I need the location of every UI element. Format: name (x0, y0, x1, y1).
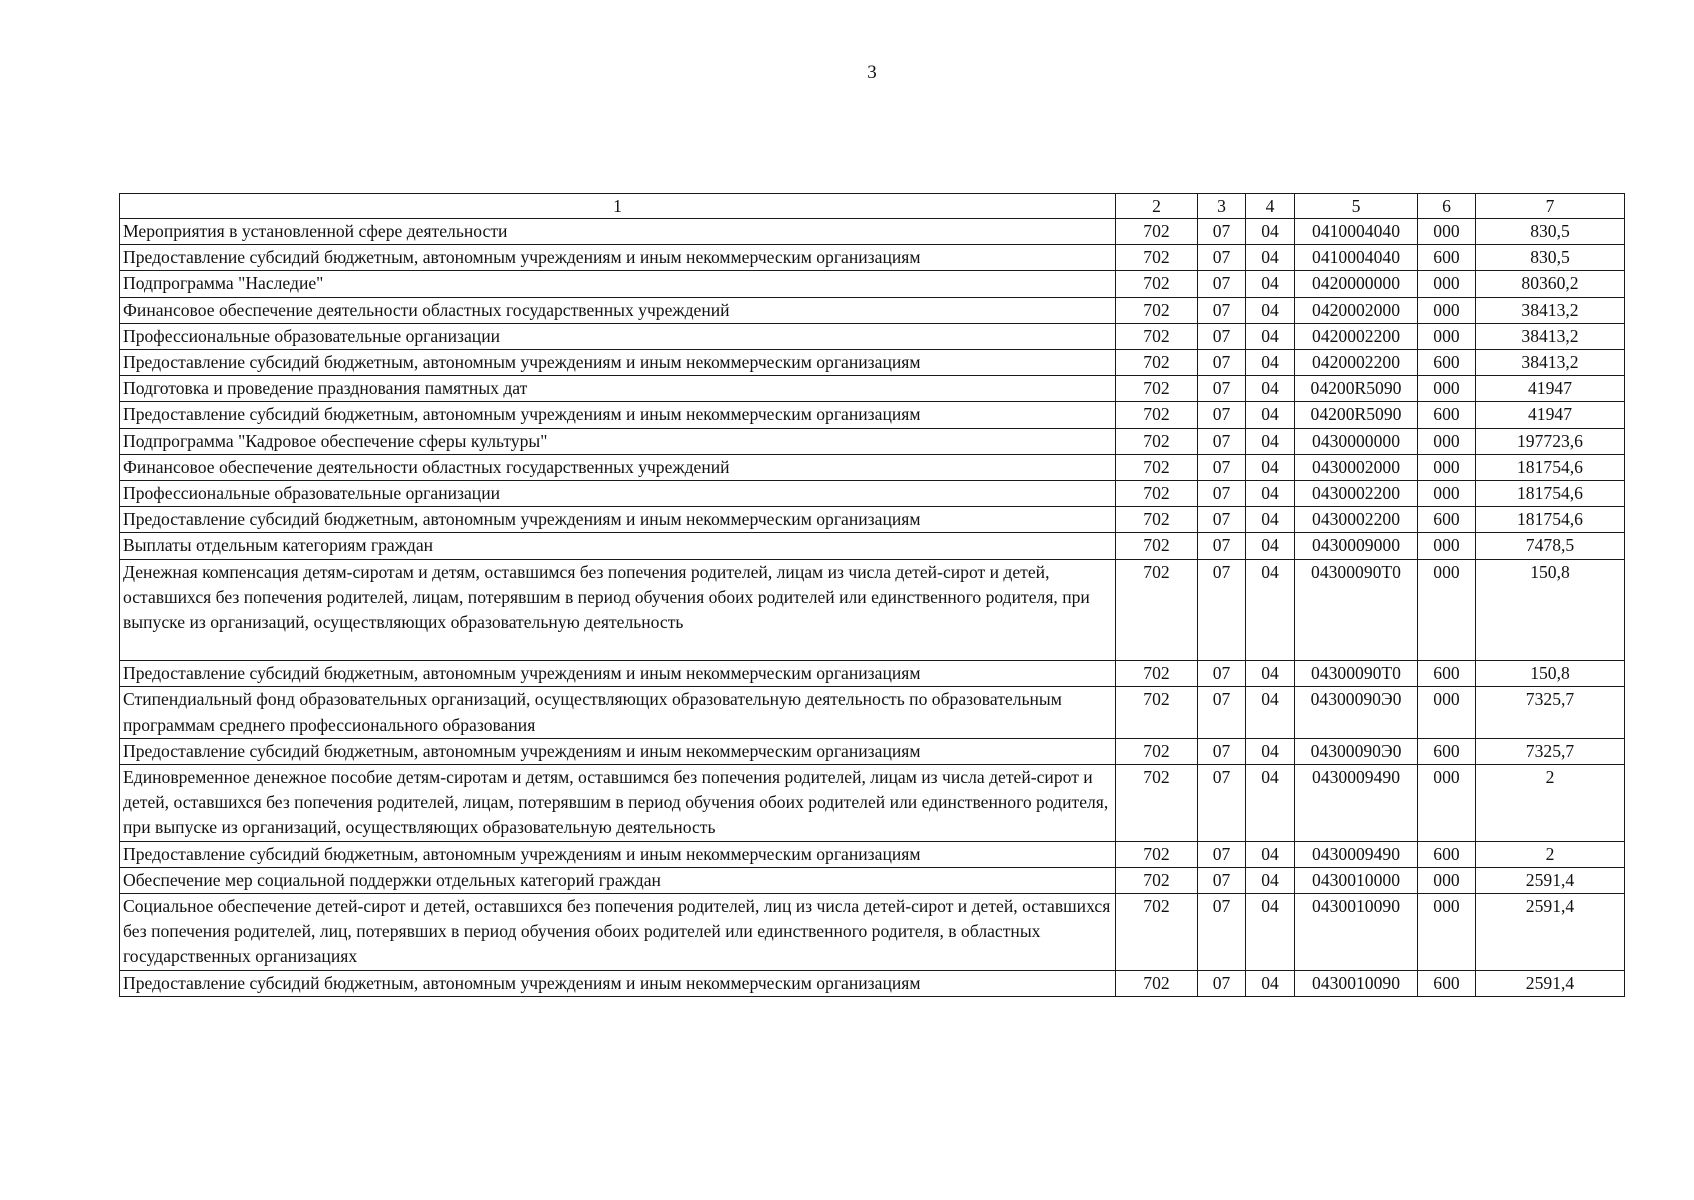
ministry-code-cell: 702 (1116, 454, 1198, 480)
expense-type-code-cell: 600 (1418, 970, 1476, 996)
table-row (120, 428, 1625, 454)
ministry-code-cell: 702 (1116, 894, 1198, 971)
target-article-code-cell: 04300090Т0 (1295, 661, 1418, 687)
expense-type-code-cell: 000 (1418, 894, 1476, 971)
spacer-cell (1476, 635, 1625, 661)
table-row (120, 559, 1625, 635)
table-row (120, 533, 1625, 559)
column-header-2: 2 (1116, 194, 1198, 219)
ministry-code-cell: 702 (1116, 271, 1198, 297)
ministry-code-cell: 702 (1116, 765, 1198, 842)
table-row (120, 271, 1625, 297)
section-code-cell: 07 (1198, 428, 1246, 454)
section-code-cell: 07 (1198, 350, 1246, 376)
section-code-cell: 07 (1198, 402, 1246, 428)
table-row (120, 402, 1625, 428)
ministry-code-cell: 702 (1116, 841, 1198, 867)
section-code-cell: 07 (1198, 219, 1246, 245)
table-row (120, 350, 1625, 376)
table-row (120, 481, 1625, 507)
target-article-code-cell: 0430010090 (1295, 970, 1418, 996)
expense-name-cell: Предоставление субсидий бюджетным, автономным учреждениям и иным некоммерческим организациям (120, 970, 1116, 996)
target-article-code-cell: 04200R5090 (1295, 402, 1418, 428)
subsection-code-cell: 04 (1246, 970, 1295, 996)
section-code-cell: 07 (1198, 323, 1246, 349)
table-row (120, 970, 1625, 996)
expense-name-cell: Подготовка и проведение празднования памятных дат (120, 376, 1116, 402)
expense-type-code-cell: 600 (1418, 841, 1476, 867)
table-body (120, 219, 1625, 997)
ministry-code-cell: 702 (1116, 245, 1198, 271)
expense-type-code-cell: 600 (1418, 350, 1476, 376)
subsection-code-cell: 04 (1246, 481, 1295, 507)
table-row (120, 867, 1625, 893)
amount-cell: 181754,6 (1476, 507, 1625, 533)
subsection-code-cell: 04 (1246, 765, 1295, 842)
section-code-cell: 07 (1198, 738, 1246, 764)
ministry-code-cell: 702 (1116, 970, 1198, 996)
budget-table (119, 193, 1625, 997)
section-code-cell: 07 (1198, 970, 1246, 996)
subsection-code-cell: 04 (1246, 219, 1295, 245)
ministry-code-cell: 702 (1116, 219, 1198, 245)
amount-cell: 38413,2 (1476, 323, 1625, 349)
ministry-code-cell: 702 (1116, 428, 1198, 454)
expense-name-cell: Предоставление субсидий бюджетным, автономным учреждениям и иным некоммерческим организациям (120, 245, 1116, 271)
subsection-code-cell: 04 (1246, 402, 1295, 428)
section-code-cell: 07 (1198, 245, 1246, 271)
section-code-cell: 07 (1198, 894, 1246, 971)
section-code-cell: 07 (1198, 559, 1246, 635)
amount-cell: 2 (1476, 841, 1625, 867)
subsection-code-cell: 04 (1246, 687, 1295, 738)
target-article-code-cell: 0420000000 (1295, 271, 1418, 297)
spacer-cell (1418, 635, 1476, 661)
expense-name-cell: Мероприятия в установленной сфере деятельности (120, 219, 1116, 245)
expense-name-cell: Предоставление субсидий бюджетным, автономным учреждениям и иным некоммерческим организациям (120, 738, 1116, 764)
expense-type-code-cell: 000 (1418, 687, 1476, 738)
amount-cell: 181754,6 (1476, 481, 1625, 507)
subsection-code-cell: 04 (1246, 738, 1295, 764)
expense-type-code-cell: 600 (1418, 402, 1476, 428)
expense-type-code-cell: 000 (1418, 323, 1476, 349)
amount-cell: 2591,4 (1476, 970, 1625, 996)
expense-type-code-cell: 000 (1418, 219, 1476, 245)
expense-name-cell: Социальное обеспечение детей-сирот и детей, оставшихся без попечения родителей, лиц из числа детей-сирот и детей, оставшихся без попечения родителей, лиц, потерявших в период обучения обоих родителей или единственного родителя, в областных государственных организациях (120, 894, 1116, 971)
amount-cell: 150,8 (1476, 559, 1625, 635)
expense-name-cell: Профессиональные образовательные организации (120, 323, 1116, 349)
target-article-code-cell: 0420002200 (1295, 323, 1418, 349)
table-row (120, 245, 1625, 271)
target-article-code-cell: 0420002000 (1295, 297, 1418, 323)
ministry-code-cell: 702 (1116, 481, 1198, 507)
target-article-code-cell: 0430010090 (1295, 894, 1418, 971)
target-article-code-cell: 0430010000 (1295, 867, 1418, 893)
expense-name-cell: Предоставление субсидий бюджетным, автономным учреждениям и иным некоммерческим организациям (120, 507, 1116, 533)
ministry-code-cell: 702 (1116, 867, 1198, 893)
spacer-cell (1246, 635, 1295, 661)
ministry-code-cell: 702 (1116, 559, 1198, 635)
expense-type-code-cell: 000 (1418, 454, 1476, 480)
section-code-cell: 07 (1198, 271, 1246, 297)
target-article-code-cell: 0430002000 (1295, 454, 1418, 480)
target-article-code-cell: 04200R5090 (1295, 376, 1418, 402)
section-code-cell: 07 (1198, 376, 1246, 402)
subsection-code-cell: 04 (1246, 894, 1295, 971)
expense-name-cell: Обеспечение мер социальной поддержки отдельных категорий граждан (120, 867, 1116, 893)
expense-type-code-cell: 000 (1418, 867, 1476, 893)
expense-type-code-cell: 000 (1418, 559, 1476, 635)
subsection-code-cell: 04 (1246, 323, 1295, 349)
expense-name-cell: Стипендиальный фонд образовательных организаций, осуществляющих образовательную деятельность по образовательным программам среднего профессионального образования (120, 687, 1116, 738)
section-code-cell: 07 (1198, 297, 1246, 323)
section-code-cell: 07 (1198, 687, 1246, 738)
expense-name-cell: Предоставление субсидий бюджетным, автономным учреждениям и иным некоммерческим организациям (120, 661, 1116, 687)
spacer-cell (1295, 635, 1418, 661)
expense-type-code-cell: 000 (1418, 271, 1476, 297)
expense-name-cell: Предоставление субсидий бюджетным, автономным учреждениям и иным некоммерческим организациям (120, 841, 1116, 867)
amount-cell: 197723,6 (1476, 428, 1625, 454)
row-spacer (120, 635, 1625, 661)
expense-type-code-cell: 000 (1418, 297, 1476, 323)
amount-cell: 830,5 (1476, 219, 1625, 245)
ministry-code-cell: 702 (1116, 533, 1198, 559)
expense-name-cell: Предоставление субсидий бюджетным, автономным учреждениям и иным некоммерческим организациям (120, 402, 1116, 428)
target-article-code-cell: 04300090Т0 (1295, 559, 1418, 635)
table-header (120, 194, 1625, 219)
subsection-code-cell: 04 (1246, 271, 1295, 297)
target-article-code-cell: 0430009000 (1295, 533, 1418, 559)
amount-cell: 7325,7 (1476, 687, 1625, 738)
column-header-5: 5 (1295, 194, 1418, 219)
amount-cell: 41947 (1476, 376, 1625, 402)
table-row (120, 738, 1625, 764)
amount-cell: 830,5 (1476, 245, 1625, 271)
expense-name-cell: Финансовое обеспечение деятельности областных государственных учреждений (120, 297, 1116, 323)
amount-cell: 38413,2 (1476, 350, 1625, 376)
section-code-cell: 07 (1198, 454, 1246, 480)
section-code-cell: 07 (1198, 661, 1246, 687)
expense-name-cell: Выплаты отдельным категориям граждан (120, 533, 1116, 559)
target-article-code-cell: 0430009490 (1295, 765, 1418, 842)
ministry-code-cell: 702 (1116, 297, 1198, 323)
section-code-cell: 07 (1198, 533, 1246, 559)
expense-type-code-cell: 600 (1418, 245, 1476, 271)
target-article-code-cell: 0430000000 (1295, 428, 1418, 454)
ministry-code-cell: 702 (1116, 687, 1198, 738)
expense-type-code-cell: 000 (1418, 376, 1476, 402)
subsection-code-cell: 04 (1246, 297, 1295, 323)
section-code-cell: 07 (1198, 867, 1246, 893)
target-article-code-cell: 0430009490 (1295, 841, 1418, 867)
table-row (120, 894, 1625, 971)
ministry-code-cell: 702 (1116, 376, 1198, 402)
subsection-code-cell: 04 (1246, 376, 1295, 402)
subsection-code-cell: 04 (1246, 559, 1295, 635)
column-header-3: 3 (1198, 194, 1246, 219)
column-header-7: 7 (1476, 194, 1625, 219)
amount-cell: 41947 (1476, 402, 1625, 428)
expense-type-code-cell: 000 (1418, 428, 1476, 454)
subsection-code-cell: 04 (1246, 841, 1295, 867)
ministry-code-cell: 702 (1116, 402, 1198, 428)
target-article-code-cell: 04300090Э0 (1295, 738, 1418, 764)
ministry-code-cell: 702 (1116, 661, 1198, 687)
section-code-cell: 07 (1198, 507, 1246, 533)
amount-cell: 181754,6 (1476, 454, 1625, 480)
table-row (120, 841, 1625, 867)
target-article-code-cell: 04300090Э0 (1295, 687, 1418, 738)
amount-cell: 7325,7 (1476, 738, 1625, 764)
expense-name-cell: Единовременное денежное пособие детям-сиротам и детям, оставшимся без попечения родителей, лицам из числа детей-сирот и детей, оставшихся без попечения родителей, лицам, потерявшим в период обучения обоих родителей или единственного родителя, при выпуске из организаций, осуществляющих образовательную деятельность (120, 765, 1116, 842)
spacer-cell (120, 635, 1116, 661)
expense-name-cell: Денежная компенсация детям-сиротам и детям, оставшимся без попечения родителей, лицам из числа детей-сирот и детей, оставшихся без попечения родителей, лицам, потерявшим в период обучения обоих родителей или единственного родителя, при выпуске из организаций, осуществляющих образовательную деятельность (120, 559, 1116, 635)
header-row (120, 194, 1625, 219)
expense-name-cell: Подпрограмма "Наследие" (120, 271, 1116, 297)
page-number: 3 (867, 62, 877, 83)
table-row (120, 765, 1625, 842)
subsection-code-cell: 04 (1246, 428, 1295, 454)
subsection-code-cell: 04 (1246, 533, 1295, 559)
table-row (120, 376, 1625, 402)
amount-cell: 38413,2 (1476, 297, 1625, 323)
ministry-code-cell: 702 (1116, 323, 1198, 349)
expense-name-cell: Финансовое обеспечение деятельности областных государственных учреждений (120, 454, 1116, 480)
ministry-code-cell: 702 (1116, 738, 1198, 764)
section-code-cell: 07 (1198, 765, 1246, 842)
target-article-code-cell: 0410004040 (1295, 219, 1418, 245)
table-row (120, 661, 1625, 687)
expense-type-code-cell: 600 (1418, 507, 1476, 533)
subsection-code-cell: 04 (1246, 867, 1295, 893)
subsection-code-cell: 04 (1246, 245, 1295, 271)
target-article-code-cell: 0410004040 (1295, 245, 1418, 271)
subsection-code-cell: 04 (1246, 507, 1295, 533)
section-code-cell: 07 (1198, 841, 1246, 867)
amount-cell: 2591,4 (1476, 894, 1625, 971)
expense-type-code-cell: 600 (1418, 661, 1476, 687)
expense-type-code-cell: 600 (1418, 738, 1476, 764)
spacer-cell (1198, 635, 1246, 661)
ministry-code-cell: 702 (1116, 507, 1198, 533)
table-row (120, 323, 1625, 349)
amount-cell: 150,8 (1476, 661, 1625, 687)
table-row (120, 454, 1625, 480)
subsection-code-cell: 04 (1246, 350, 1295, 376)
amount-cell: 2 (1476, 765, 1625, 842)
table-row (120, 297, 1625, 323)
column-header-6: 6 (1418, 194, 1476, 219)
expense-type-code-cell: 000 (1418, 533, 1476, 559)
amount-cell: 80360,2 (1476, 271, 1625, 297)
table-row (120, 687, 1625, 738)
amount-cell: 2591,4 (1476, 867, 1625, 893)
target-article-code-cell: 0420002200 (1295, 350, 1418, 376)
expense-type-code-cell: 000 (1418, 481, 1476, 507)
ministry-code-cell: 702 (1116, 350, 1198, 376)
target-article-code-cell: 0430002200 (1295, 507, 1418, 533)
target-article-code-cell: 0430002200 (1295, 481, 1418, 507)
spacer-cell (1116, 635, 1198, 661)
table-row (120, 507, 1625, 533)
table-row (120, 219, 1625, 245)
expense-name-cell: Предоставление субсидий бюджетным, автономным учреждениям и иным некоммерческим организациям (120, 350, 1116, 376)
column-header-1: 1 (120, 194, 1116, 219)
expense-type-code-cell: 000 (1418, 765, 1476, 842)
section-code-cell: 07 (1198, 481, 1246, 507)
column-header-4: 4 (1246, 194, 1295, 219)
subsection-code-cell: 04 (1246, 454, 1295, 480)
expense-name-cell: Подпрограмма "Кадровое обеспечение сферы культуры" (120, 428, 1116, 454)
amount-cell: 7478,5 (1476, 533, 1625, 559)
subsection-code-cell: 04 (1246, 661, 1295, 687)
expense-name-cell: Профессиональные образовательные организации (120, 481, 1116, 507)
